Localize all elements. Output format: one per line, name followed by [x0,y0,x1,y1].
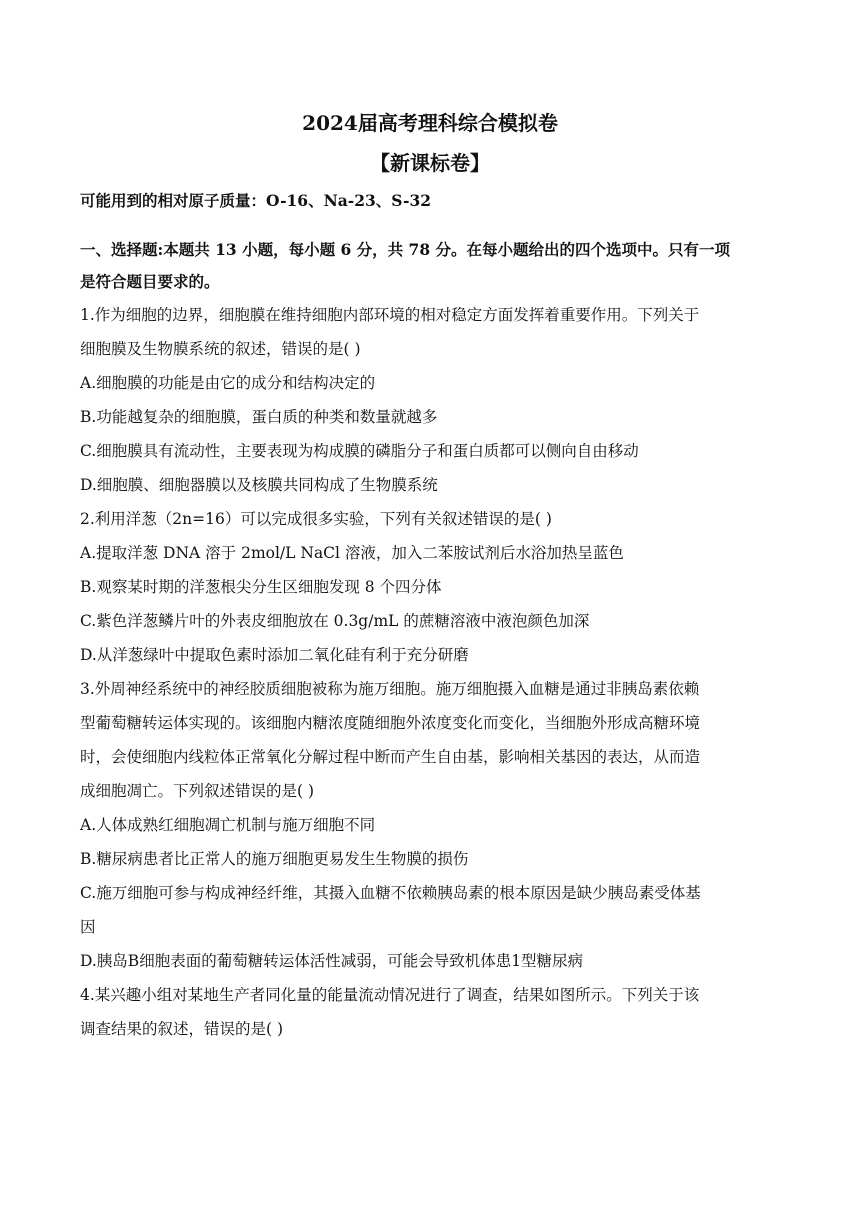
q4-stem-line2: 调查结果的叙述，错误的是( ) [80,1020,284,1038]
q3-option-a: A.人体成熟红细胞凋亡机制与施万细胞不同 [80,816,376,834]
q3-option-d: D.胰岛B细胞表面的葡萄糖转运体活性减弱，可能会导致机体患1型糖尿病 [80,952,584,970]
q2-stem: 2.利用洋葱（2n=16）可以完成很多实验，下列有关叙述错误的是( ) [80,510,552,528]
q3-stem-line3: 时，会使细胞内线粒体正常氧化分解过程中断而产生自由基，影响相关基因的表达，从而造 [80,748,701,766]
q2-option-b: B.观察某时期的洋葱根尖分生区细胞发现 8 个四分体 [80,578,442,596]
q3-stem-line1: 3.外周神经系统中的神经胶质细胞被称为施万细胞。施万细胞摄入血糖是通过非胰岛素依赖 [80,680,700,698]
exam-subtitle: 【新课标卷】 [370,151,490,175]
q3-option-c-line2: 因 [80,918,96,936]
exam-title: 2024届高考理科综合模拟卷 [302,111,558,135]
q2-option-c: C.紫色洋葱鳞片叶的外表皮细胞放在 0.3g/mL 的蔗糖溶液中液泡颜色加深 [80,612,590,630]
q3-stem-line2: 型葡萄糖转运体实现的。该细胞内糖浓度随细胞外浓度变化而变化，当细胞外形成高糖环境 [80,714,701,732]
q1-option-d: D.细胞膜、细胞器膜以及核膜共同构成了生物膜系统 [80,476,438,494]
q1-stem-line2: 细胞膜及生物膜系统的叙述，错误的是( ) [80,340,361,358]
q3-option-c-line1: C.施万细胞可参与构成神经纤维，其摄入血糖不依赖胰岛素的根本原因是缺少胰岛素受体基 [80,884,701,902]
atomic-mass-note: 可能用到的相对原子质量：O-16、Na-23、S-32 [80,191,432,210]
q3-option-b: B.糖尿病患者比正常人的施万细胞更易发生生物膜的损伤 [80,850,469,868]
section-heading-line1: 一、选择题:本题共 13 小题，每小题 6 分，共 78 分。在每小题给出的四个选项中。只有一项 [80,240,731,259]
q3-stem-line4: 成细胞凋亡。下列叙述错误的是( ) [80,782,315,800]
q2-option-d: D.从洋葱绿叶中提取色素时添加二氧化硅有利于充分研磨 [80,646,469,664]
q1-option-b: B.功能越复杂的细胞膜，蛋白质的种类和数量就越多 [80,408,438,426]
q4-stem-line1: 4.某兴趣小组对某地生产者同化量的能量流动情况进行了调查，结果如图所示。下列关于该 [80,986,700,1004]
q1-option-a: A.细胞膜的功能是由它的成分和结构决定的 [80,374,376,392]
q2-option-a: A.提取洋葱 DNA 溶于 2mol/L NaCl 溶液，加入二苯胺试剂后水浴加热呈蓝色 [80,544,624,562]
section-heading-line2: 是符合题目要求的。 [80,272,220,291]
q1-option-c: C.细胞膜具有流动性，主要表现为构成膜的磷脂分子和蛋白质都可以侧向自由移动 [80,442,639,460]
q1-stem-line1: 1.作为细胞的边界，细胞膜在维持细胞内部环境的相对稳定方面发挥着重要作用。下列关于 [80,306,700,324]
